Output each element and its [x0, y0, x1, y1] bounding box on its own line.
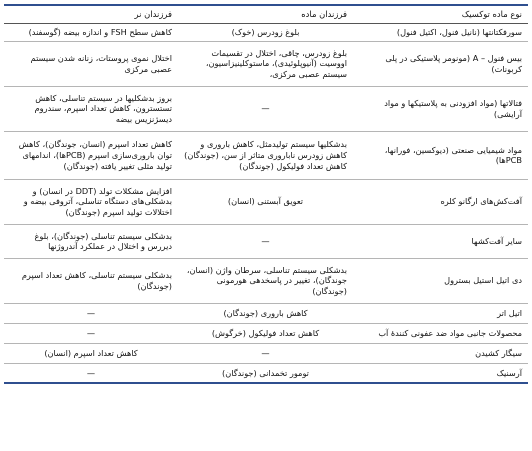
table-row — [4, 131, 528, 179]
table-row — [4, 343, 528, 363]
cell-female-offspring: تومور تخمدانی (جوندگان) — [178, 363, 353, 383]
cell-toxicant-type: آرسنیک — [353, 363, 528, 383]
table-row — [4, 86, 528, 131]
table-row — [4, 24, 528, 42]
cell-toxicant-type: سیگار کشیدن — [353, 343, 528, 363]
cell-female-offspring: تعویق آبستنی (انسان) — [178, 179, 353, 224]
cell-male-offspring: کاهش تعداد اسپرم (انسان، جوندگان)، کاهش توان باروری‌سازی اسپرم (PCBها)، اندامهای تولید مثلی تغییر یافته (جوندگان) — [4, 131, 178, 179]
cell-female-offspring: — — [178, 224, 353, 258]
table-row — [4, 224, 528, 258]
cell-male-offspring: — — [4, 323, 178, 343]
cell-toxicant-type: اتیل اتر — [353, 303, 528, 323]
cell-female-offspring: بدشکلی سیستم تناسلی، سرطان واژن (انسان، جوندگان)، تغییر در پاسخدهی هورمونی (جوندگان) — [178, 258, 353, 303]
cell-toxicant-type: فتالاتها (مواد افزودنی به پلاستیکها و مواد آرایشی) — [353, 86, 528, 131]
header-female-offspring: فرزندان ماده — [178, 5, 353, 24]
header-row — [4, 5, 528, 24]
cell-female-offspring: بلوغ زودرس، چاقی، اختلال در تقسیمات اووسیت (آنیوپلوئیدی)، ماستوکلینیزاسیون، سیستم عصبی مرکزی، — [178, 41, 353, 86]
data-table-container — [4, 4, 528, 384]
table-body — [4, 24, 528, 384]
cell-male-offspring: کاهش تعداد اسپرم (انسان) — [4, 343, 178, 363]
table-row — [4, 258, 528, 303]
cell-toxicant-type: مواد شیمیایی صنعتی (دیوکسین، فورانها، PCBها) — [353, 131, 528, 179]
cell-male-offspring: کاهش سطح FSH و اندازه بیضه (گوسفند) — [4, 24, 178, 42]
cell-male-offspring: بروز بدشکلیها در سیستم تناسلی، کاهش تستسترون، کاهش تعداد اسپرم، سندروم دیسژنزیس بیضه — [4, 86, 178, 131]
table-row — [4, 363, 528, 383]
cell-toxicant-type: بیس فنول – A (مونومر پلاستیکی در پلی کربونات) — [353, 41, 528, 86]
cell-male-offspring: بدشکلی سیستم تناسلی، کاهش تعداد اسپرم (جوندگان) — [4, 258, 178, 303]
cell-toxicant-type: دی اتیل استیل بسترول — [353, 258, 528, 303]
table-row — [4, 323, 528, 343]
cell-female-offspring: کاهش تعداد فولیکول (خرگوش) — [178, 323, 353, 343]
cell-male-offspring: افزایش مشکلات تولد (DDT در انسان) و بدشکلی‌های دستگاه تناسلی، آتروفی بیضه و اختلالات تولید اسپرم (جوندگان) — [4, 179, 178, 224]
header-toxicant-type: نوع ماده توکسیک — [353, 5, 528, 24]
cell-toxicant-type: سورفکتانتها (نانیل فنول، اکتیل فنول) — [353, 24, 528, 42]
cell-female-offspring: — — [178, 86, 353, 131]
table-row — [4, 179, 528, 224]
cell-toxicant-type: آفت‌کش‌های ارگانو کلره — [353, 179, 528, 224]
cell-male-offspring: اختلال نموی پروستات، زنانه شدن سیستم عصبی مرکزی — [4, 41, 178, 86]
cell-male-offspring: — — [4, 303, 178, 323]
cell-female-offspring: — — [178, 343, 353, 363]
table-row — [4, 41, 528, 86]
cell-male-offspring: — — [4, 363, 178, 383]
cell-toxicant-type: محصولات جانبی مواد ضد عفونی کنندهٔ آب — [353, 323, 528, 343]
cell-toxicant-type: سایر آفت‌کشها — [353, 224, 528, 258]
cell-female-offspring: بدشکلیها سیستم تولیدمثل، کاهش باروری و کاهش زودرس ناباروری متاثر از سن، (جوندگان) کاهش تعداد فولیکول (جوندگان) — [178, 131, 353, 179]
header-male-offspring: فرزندان نر — [4, 5, 178, 24]
toxicant-table — [4, 4, 528, 384]
cell-female-offspring: بلوغ زودرس (خوک) — [178, 24, 353, 42]
cell-male-offspring: بدشکلی سیستم تناسلی (جوندگان)، بلوغ دیررس و اختلال در عملکرد آندروژنها — [4, 224, 178, 258]
cell-female-offspring: کاهش باروری (جوندگان) — [178, 303, 353, 323]
table-row — [4, 303, 528, 323]
